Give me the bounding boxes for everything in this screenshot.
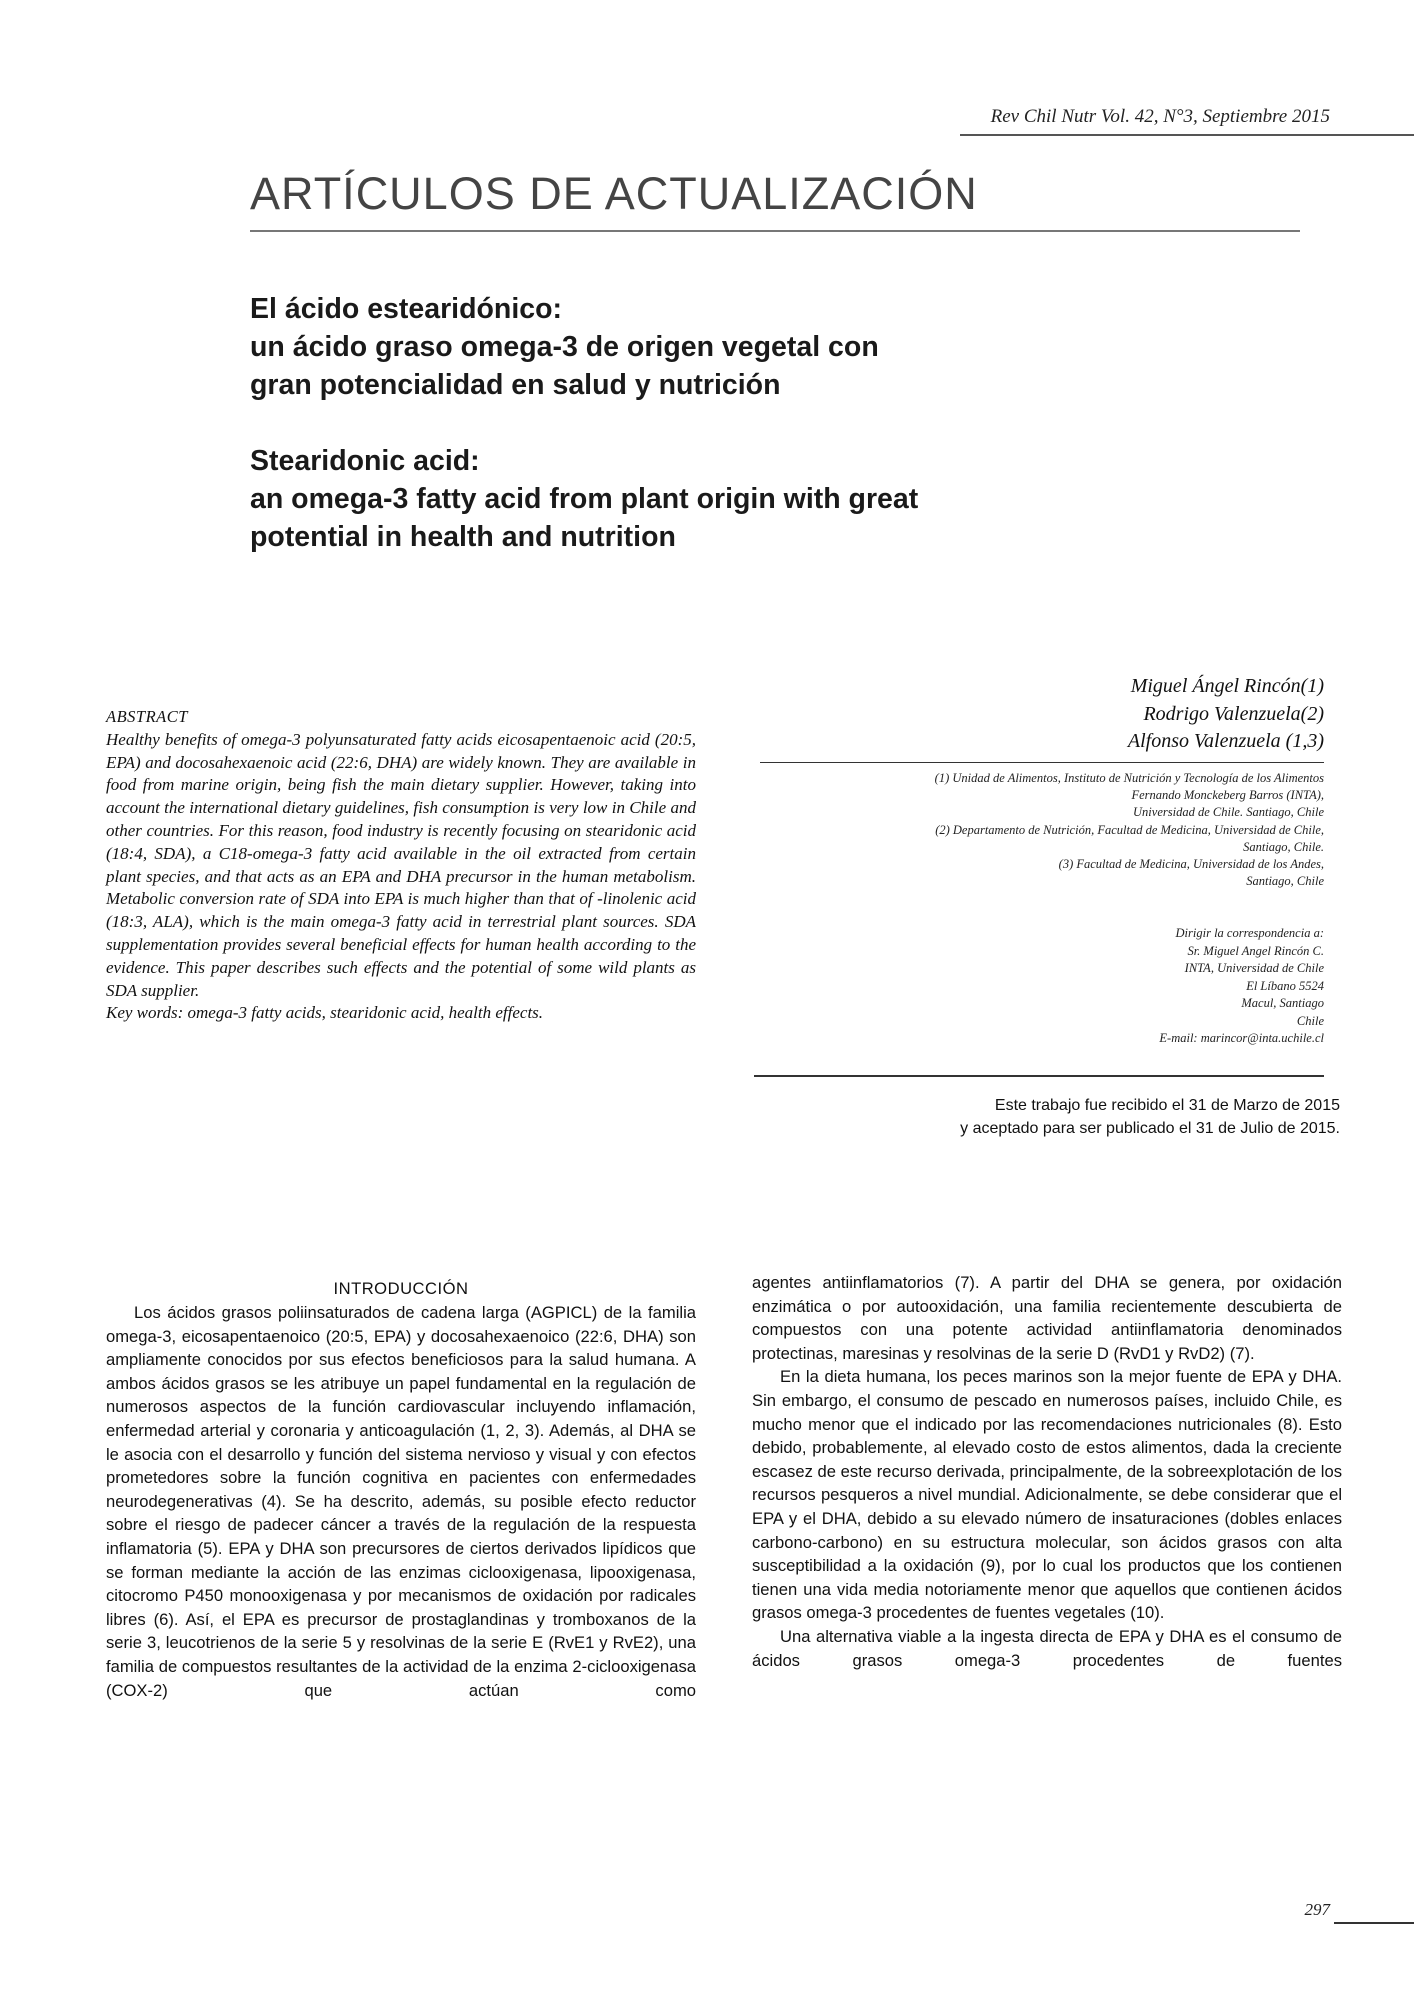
correspondence-rule — [754, 1075, 1324, 1077]
title-english-line: potential in health and nutrition — [250, 521, 676, 553]
header-rule — [960, 134, 1414, 136]
affiliation-rule — [760, 762, 1324, 763]
title-spanish-line: gran potencialidad en salud y nutrición — [250, 369, 781, 401]
affiliation-line: (3) Facultad de Medicina, Universidad de los Andes, — [1058, 857, 1324, 872]
received-note — [760, 1094, 1340, 1140]
body-paragraph: En la dieta humana, los peces marinos son la mejor fuente de EPA y DHA. Sin embargo, el consumo de pescado en numerosos países, incluido Chile, es mucho menor que el indicado por las recomendaciones nutricionales (8). Esto debido, probablemente, al elevado costo de estos alimentos, dada la creciente escasez de este recurso derivada, principalmente, de la sobreexplotación de los recursos pesqueros a nivel mundial. Adicionalmente, se debe considerar que el EPA y el DHA, debido a su elevado número de insaturaciones (dobles enlaces carbono-carbono) en su estructura molecular, son ácidos grasos con alta susceptibilidad a la oxidación (9), por lo cual los productos que los contienen tienen una vida media notoriamente menor que aquellos que contienen ácidos grasos omega-3 procedentes de fuentes vegetales (10). — [752, 1367, 1342, 1623]
accepted-line: y aceptado para ser publicado el 31 de Julio de 2015. — [960, 1120, 1340, 1137]
keywords: Key words: omega-3 fatty acids, stearidonic acid, health effects. — [106, 1003, 544, 1023]
journal-reference: Rev Chil Nutr Vol. 42, N°3, Septiembre 2015 — [990, 106, 1330, 127]
affiliation-line: Universidad de Chile. Santiago, Chile — [1133, 805, 1324, 820]
correspondence-line: Dirigir la correspondencia a: — [1175, 926, 1324, 940]
body-paragraph: Los ácidos grasos poliinsaturados de cadena larga (AGPICL) de la familia omega-3, eicosapentaenoico (20:5, EPA) y docosahexaenoico (22:6, DHA) son ampliamente conocidos por sus efectos beneficiosos para la salud humana. A ambos ácidos grasos se les atribuye un papel fundamental en la regulación de numerosos aspectos de la función cardiovascular incluyendo inflamación, enfermedad arterial y coronaria y anticoagulación (1, 2, 3). Además, al DHA se le asocia con el desarrollo y función del sistema nervioso y visual y con efectos prometedores sobre la función cognitiva en pacientes con enfermedades neurodegenerativas (4). Se ha descrito, además, su posible efecto reductor sobre el riesgo de padecer cáncer a través de la regulación de la respuesta inflamatoria (5). EPA y DHA son precursores de ciertos derivados lipídicos que se forman mediante la acción de las enzimas ciclooxigenasa, lipooxigenasa, citocromo P450 monooxigenasa y por mecanismos de oxidación por radicales libres (6). Así, el EPA es precursor de prostaglandinas y tromboxanos de la serie 3, leucotrienos de la serie 5 y resolvinas de la serie E (RvE1 y RvE2), una familia de compuestos resultantes de la actividad de la enzima 2-ciclooxigenasa (COX-2) que actúan como — [106, 1303, 696, 1700]
section-title: ARTÍCULOS DE ACTUALIZACIÓN — [250, 168, 978, 219]
affiliation-line: (1) Unidad de Alimentos, Instituto de Nutrición y Tecnología de los Alimentos — [934, 771, 1324, 785]
affiliation-line: Santiago, Chile — [1246, 874, 1324, 889]
title-spanish-line: un ácido graso omega-3 de origen vegetal con — [250, 331, 879, 363]
title-spanish — [250, 290, 1250, 404]
abstract-text: Healthy benefits of omega-3 polyunsaturated fatty acids eicosapentaenoic acid (20:5, EPA) and docosahexaenoic acid (22:6, DHA) are widely known. They are available in food from marine origin, being fish the main dietary supplier. However, taking into account the international dietary guidelines, fish consumption is very low in Chile and other countries. For this reason, food industry is recently focusing on stearidonic acid (18:4, SDA), a C18-omega-3 fatty acid available in the oil extracted from certain plant species, and that acts as an EPA and DHA precursor in the human metabolism. Metabolic conversion rate of SDA into EPA is much higher than that of -linolenic acid (18:3, ALA), which is the main omega-3 fatty acid in terrestrial plant sources. SDA supplementation provides several beneficial effects for human health according to the evidence. This paper describes such effects and the potential of some wild plants as SDA supplier. — [106, 729, 696, 1000]
title-english-line: Stearidonic acid: — [250, 445, 480, 477]
body-column-left — [106, 1276, 696, 1702]
correspondence-line: Macul, Santiago — [1241, 996, 1324, 1010]
correspondence-email: E-mail: marincor@inta.uchile.cl — [1159, 1031, 1324, 1045]
received-line: Este trabajo fue recibido el 31 de Marzo de 2015 — [994, 1097, 1340, 1114]
affiliations — [700, 770, 1324, 890]
title-english — [250, 442, 1250, 556]
section-title-rule — [250, 230, 1300, 232]
correspondence — [900, 925, 1324, 1048]
title-spanish-line: El ácido estearidónico: — [250, 293, 562, 325]
page-number-rule — [1334, 1922, 1414, 1924]
page-number: 297 — [1304, 1900, 1330, 1919]
affiliation-line: Fernando Monckeberg Barros (INTA), — [1131, 788, 1324, 803]
author-name: Rodrigo Valenzuela(2) — [1143, 702, 1324, 725]
correspondence-line: Sr. Miguel Angel Rincón C. — [1187, 943, 1324, 958]
body-paragraph: Una alternativa viable a la ingesta directa de EPA y DHA es el consumo de ácidos grasos omega-3 procedentes de fuentes — [752, 1626, 1342, 1670]
author-name: Miguel Ángel Rincón(1) — [1130, 675, 1324, 697]
introduction-heading: INTRODUCCIÓN — [333, 1279, 469, 1298]
affiliation-line: (2) Departamento de Nutrición, Facultad de Medicina, Universidad de Chile, — [935, 822, 1324, 837]
author-list — [880, 673, 1324, 756]
correspondence-line: El Líbano 5524 — [1246, 978, 1324, 993]
body-column-right — [752, 1271, 1342, 1672]
abstract-heading: ABSTRACT — [106, 707, 188, 726]
abstract — [106, 706, 696, 1025]
body-paragraph: agentes antiinflamatorios (7). A partir del DHA se genera, por oxidación enzimática o por autooxidación, una familia recientemente descubierta de compuestos con una potente actividad antiinflamatoria denominados protectinas, maresinas y resolvinas de la serie D (RvD1 y RvD2) (7). — [752, 1273, 1342, 1363]
correspondence-line: Chile — [1296, 1013, 1324, 1028]
correspondence-line: INTA, Universidad de Chile — [1184, 961, 1324, 975]
title-english-line: an omega-3 fatty acid from plant origin with great — [250, 483, 919, 515]
affiliation-line: Santiago, Chile. — [1243, 839, 1324, 854]
author-name: Alfonso Valenzuela (1,3) — [1127, 730, 1324, 752]
